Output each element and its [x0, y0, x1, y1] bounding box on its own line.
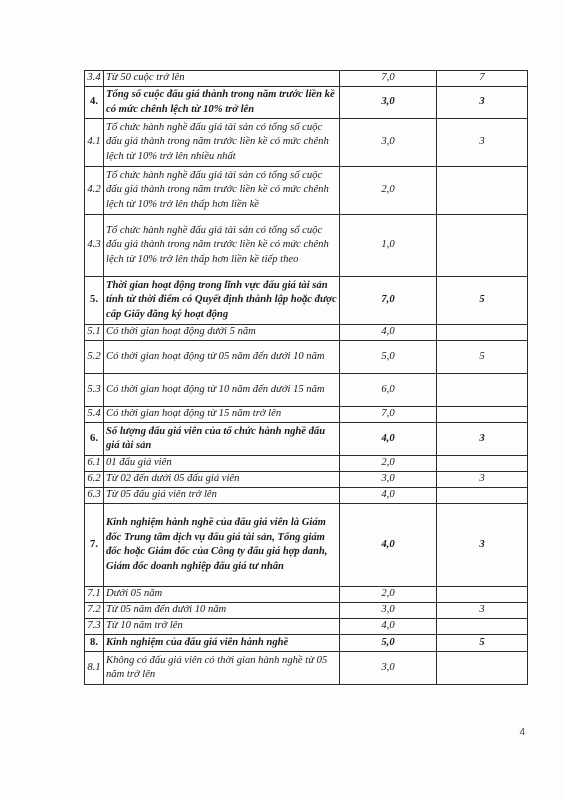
row-index: 8. [85, 635, 104, 652]
criterion-description: Thời gian hoạt động trong lĩnh vực đấu giá tài sản tính từ thời điểm có Quyết định thành lập hoặc được cấp Giấy đăng ký hoạt động [104, 277, 340, 325]
criterion-description: Từ 50 cuộc trở lên [104, 71, 340, 87]
table-row [85, 488, 528, 504]
max-score: 3,0 [340, 87, 437, 119]
awarded-score: 5 [437, 277, 528, 325]
criterion-description: Kinh nghiệm hành nghề của đấu giá viên là Giám đốc Trung tâm dịch vụ đấu giá tài sản, Tổng giám đốc hoặc Giám đốc của Công ty đấu giá hợp danh, Giám đốc doanh nghiệp đấu giá tư nhân [104, 504, 340, 587]
awarded-score [437, 652, 528, 685]
criteria-table [84, 70, 528, 685]
max-score: 4,0 [340, 325, 437, 341]
row-index: 7.1 [85, 587, 104, 603]
max-score: 2,0 [340, 456, 437, 472]
row-index: 4.1 [85, 119, 104, 167]
table-row [85, 619, 528, 635]
criterion-description: Tổng số cuộc đấu giá thành trong năm trước liền kề có mức chênh lệch từ 10% trở lên [104, 87, 340, 119]
criterion-description: 01 đấu giá viên [104, 456, 340, 472]
awarded-score: 7 [437, 71, 528, 87]
max-score: 3,0 [340, 603, 437, 619]
awarded-score [437, 587, 528, 603]
criterion-description: Tổ chức hành nghề đấu giá tài sản có tổng số cuộc đấu giá thành trong năm trước liền kề có mức chênh lệch từ 10% trở lên nhiều nhất [104, 119, 340, 167]
row-index: 5.1 [85, 325, 104, 341]
awarded-score: 3 [437, 472, 528, 488]
row-index: 6.3 [85, 488, 104, 504]
max-score: 4,0 [340, 619, 437, 635]
max-score: 6,0 [340, 374, 437, 407]
row-index: 4.2 [85, 167, 104, 215]
awarded-score: 3 [437, 504, 528, 587]
criterion-description: Không có đấu giá viên có thời gian hành nghề từ 05 năm trở lên [104, 652, 340, 685]
max-score: 3,0 [340, 119, 437, 167]
awarded-score [437, 488, 528, 504]
criterion-description: Có thời gian hoạt động từ 10 năm đến dưới 15 năm [104, 374, 340, 407]
max-score: 4,0 [340, 423, 437, 456]
max-score: 2,0 [340, 167, 437, 215]
awarded-score: 5 [437, 341, 528, 374]
awarded-score [437, 619, 528, 635]
row-index: 5.2 [85, 341, 104, 374]
awarded-score [437, 456, 528, 472]
awarded-score: 3 [437, 423, 528, 456]
table-row [85, 635, 528, 652]
criterion-description: Dưới 05 năm [104, 587, 340, 603]
table-row [85, 472, 528, 488]
max-score: 3,0 [340, 472, 437, 488]
table-row [85, 325, 528, 341]
max-score: 7,0 [340, 277, 437, 325]
awarded-score [437, 167, 528, 215]
row-index: 3.4 [85, 71, 104, 87]
table-row [85, 71, 528, 87]
row-index: 7. [85, 504, 104, 587]
awarded-score: 3 [437, 603, 528, 619]
criterion-description: Có thời gian hoạt động từ 15 năm trở lên [104, 407, 340, 423]
max-score: 2,0 [340, 587, 437, 603]
table-row [85, 87, 528, 119]
table-row [85, 215, 528, 277]
criterion-description: Số lượng đấu giá viên của tổ chức hành nghề đấu giá tài sản [104, 423, 340, 456]
row-index: 8.1 [85, 652, 104, 685]
criterion-description: Từ 05 đấu giá viên trở lên [104, 488, 340, 504]
awarded-score: 3 [437, 87, 528, 119]
awarded-score: 5 [437, 635, 528, 652]
table-row [85, 341, 528, 374]
table-row [85, 423, 528, 456]
criterion-description: Từ 02 đến dưới 05 đấu giá viên [104, 472, 340, 488]
awarded-score [437, 407, 528, 423]
row-index: 4. [85, 87, 104, 119]
table-row [85, 603, 528, 619]
awarded-score [437, 374, 528, 407]
table-row [85, 652, 528, 685]
table-row [85, 504, 528, 587]
row-index: 6.1 [85, 456, 104, 472]
table-row [85, 119, 528, 167]
table-row [85, 456, 528, 472]
max-score: 1,0 [340, 215, 437, 277]
table-row [85, 407, 528, 423]
row-index: 5.3 [85, 374, 104, 407]
criterion-description: Có thời gian hoạt động từ 05 năm đến dưới 10 năm [104, 341, 340, 374]
criteria-table-body [85, 71, 528, 685]
max-score: 7,0 [340, 407, 437, 423]
row-index: 7.3 [85, 619, 104, 635]
row-index: 6.2 [85, 472, 104, 488]
max-score: 5,0 [340, 635, 437, 652]
max-score: 4,0 [340, 488, 437, 504]
table-row [85, 374, 528, 407]
max-score: 3,0 [340, 652, 437, 685]
row-index: 7.2 [85, 603, 104, 619]
awarded-score [437, 325, 528, 341]
criterion-description: Có thời gian hoạt động dưới 5 năm [104, 325, 340, 341]
criterion-description: Kinh nghiệm của đấu giá viên hành nghề [104, 635, 340, 652]
criterion-description: Từ 10 năm trở lên [104, 619, 340, 635]
max-score: 4,0 [340, 504, 437, 587]
table-row [85, 277, 528, 325]
criterion-description: Tổ chức hành nghề đấu giá tài sản có tổng số cuộc đấu giá thành trong năm trước liền kề có mức chênh lệch từ 10% trở lên thấp hơn liền kề tiếp theo [104, 215, 340, 277]
table-row [85, 587, 528, 603]
awarded-score [437, 215, 528, 277]
row-index: 6. [85, 423, 104, 456]
max-score: 5,0 [340, 341, 437, 374]
criterion-description: Từ 05 năm đến dưới 10 năm [104, 603, 340, 619]
row-index: 5. [85, 277, 104, 325]
table-row [85, 167, 528, 215]
row-index: 4.3 [85, 215, 104, 277]
max-score: 7,0 [340, 71, 437, 87]
page-number: 4 [519, 727, 525, 738]
criterion-description: Tổ chức hành nghề đấu giá tài sản có tổng số cuộc đấu giá thành trong năm trước liền kề có mức chênh lệch từ 10% trở lên thấp hơn liền kề [104, 167, 340, 215]
awarded-score: 3 [437, 119, 528, 167]
row-index: 5.4 [85, 407, 104, 423]
